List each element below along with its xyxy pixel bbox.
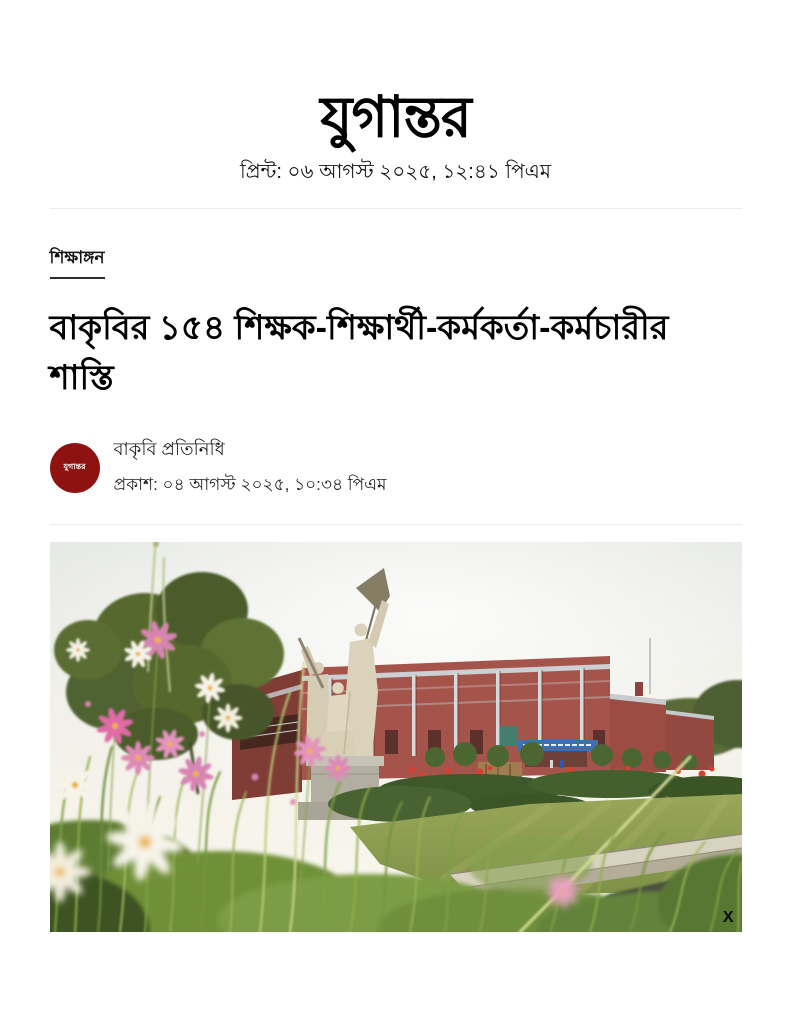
article-main [50,209,742,933]
category-link[interactable]: শিক্ষাঙ্গন [50,245,105,279]
publish-timestamp: প্রকাশ: ০৪ আগস্ট ২০২৫, ১০:৩৪ পিএম [113,475,387,495]
byline [50,435,742,500]
jugantor-logo[interactable]: যুগান্তর [320,84,471,149]
author-name: বাকৃবি প্রতিনিধি [113,439,225,460]
avatar-logo-text: যুগান্তর [63,462,86,472]
article-photo [50,542,742,932]
byline-text [114,435,387,500]
campus-photo-illustration [50,542,742,932]
x-watermark-icon: X [722,909,734,927]
masthead [50,0,742,190]
byline-divider [50,524,742,525]
author-avatar [50,443,100,493]
headline: বাকৃবির ১৫৪ শিক্ষক-শিক্ষার্থী-কর্মকর্তা-কর্মচারীর শাস্তি [49,308,669,398]
article-page [50,0,742,932]
print-timestamp: প্রিন্ট: ০৬ আগস্ট ২০২৫, ১২:৪১ পিএম [240,160,551,183]
